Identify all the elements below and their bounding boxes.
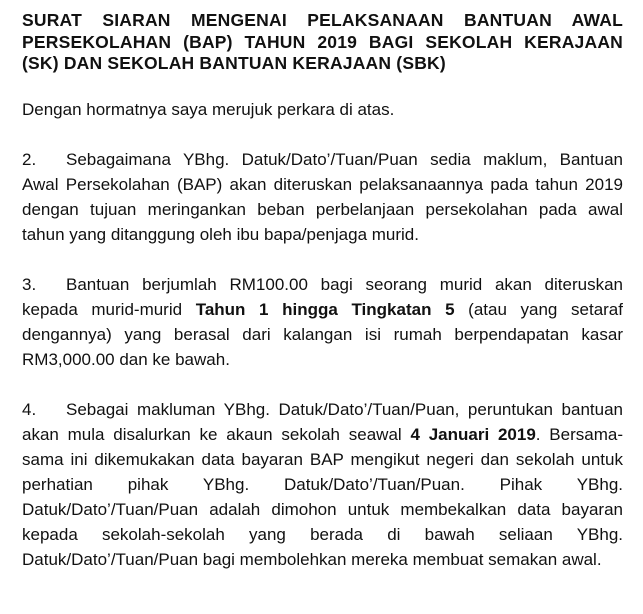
letter-title: SURAT SIARAN MENGENAI PELAKSANAAN BANTUAN AWAL PERSEKOLAHAN (BAP) TAHUN 2019 BAGI SEKOLAH KERAJAAN (SK) DAN SEKOLAH BANTUAN KERAJAAN (SBK) [22,10,623,73]
paragraph-3-number: 3. [22,274,37,294]
paragraph-4 [22,397,623,572]
paragraph-4-bold-date: 4 Januari 2019 [410,424,536,444]
greeting-paragraph: Dengan hormatnya saya merujuk perkara di atas. [22,99,395,119]
paragraph-2-text: Sebagaimana YBhg. Datuk/Dato’/Tuan/Puan sedia maklum, Bantuan Awal Persekolahan (BAP) akan diteruskan pelaksanaannya pada tahun 2019 dengan tujuan meringankan beban perbelanjaan persekolahan pada awal tahun yang ditanggung oleh ibu bapa/penjaga murid. [22,149,623,244]
paragraph-3 [22,272,623,372]
paragraph-4-text-after: . Bersama-sama ini dikemukakan data bayaran BAP mengikut negeri dan sekolah untuk perhatian pihak YBhg. Datuk/Dato’/Tuan/Puan. Pihak YBhg. Datuk/Dato’/Tuan/Puan adalah dimohon untuk membekalkan data bayaran kepada sekolah-sekolah yang berada di bawah seliaan YBhg. Datuk/Dato’/Tuan/Puan bagi membolehkan mereka membuat semakan awal. [22,424,623,569]
paragraph-3-text-after: (atau yang setaraf dengannya) yang berasal dari kalangan isi rumah berpendapatan kasar RM3,000.00 dan ke bawah. [22,299,623,369]
paragraph-4-text-before: Sebagai makluman YBhg. Datuk/Dato’/Tuan/Puan, peruntukan bantuan akan mula disalurkan ke akaun sekolah seawal [22,399,623,444]
paragraph-4-number: 4. [22,399,37,419]
paragraph-3-text-before: Bantuan berjumlah RM100.00 bagi seorang murid akan diteruskan kepada murid-murid [22,274,623,319]
paragraph-3-bold-text: Tahun 1 hingga Tingkatan 5 [195,299,455,319]
paragraph-2-number: 2. [22,149,37,169]
letter-page [22,10,623,572]
paragraph-2 [22,147,623,247]
